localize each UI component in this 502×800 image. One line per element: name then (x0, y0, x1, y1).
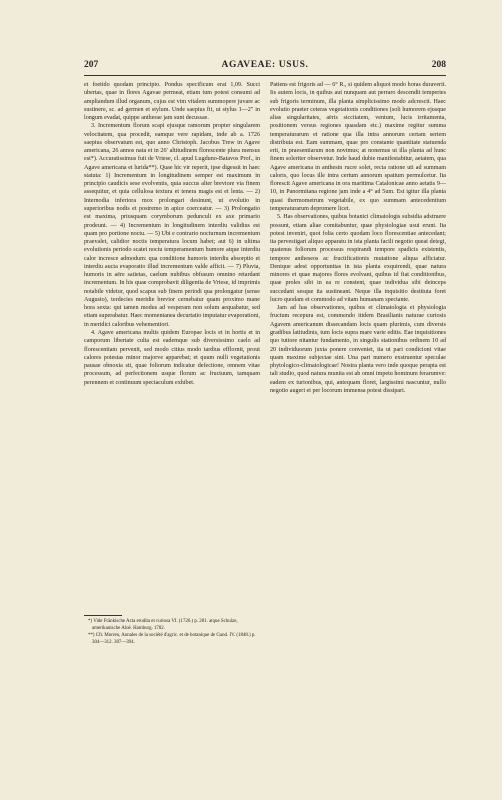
paragraph: 3. Incrementum florum scapi ejusque ramorum propter singularem velocitatem, qua procedit, eamque vere rapidam, inde ab a. 1726 saepius observatum est, quo anno Christoph. Jacobus Trew in Agave americana, 26 annos nata et in 26′ altitudinem florescente plura mensus est*). Accuratissimus fuit de Vriese, cl. apud Lugduno-Batavos Prof., in Agave americana et lurida**). Quae hic vir reperit, ipse digessit in haec statuta: 1) Incrementum in longitudinem semper est maximum in principio caudicis sese evolventis, quia succus alter breviore via finem assequitur, et quia cellulosa textura et tenera magis est et lenta. — 2) Internodia inferiora mox prolongari desinunt, ut evolutio in superioribus nodis et postremo in apice coerceatur. — 3) Prolongatio est maxima, priusquam corymborum pedunculi ex axe primario prodeunt. — 4) Incrementum in longitudinem interdiu validius est quam pro portione noctu. — 5) Ubi e contrario nocturnum incrementum praevalet, calidior noctis temperatura locum habet; aut 6) in ultima evolutionis periodo scatet noctu temperamentum humore atque interdiu calor incresce admodum: qua conditione humoris interdiu absorptio et interdiu aucta evaporatio illud incrementum valde afficit. — 7) Pluvia, humoris in aëre satietas, caelum nubibus obfusum omnino retardant incrementum. In his quae comprobavit diligentia de Vriese, id imprimis notabile videtur, quod scapus sub finem periodi qua prolongatur (sense Augusto), terdecies meridie brevior cernebatur quam proximo mane hora sexta: qui tamen modus ad vesperam non solum aequabatur, sed etiam superabatur. Haec momentanea decurtatio imputatur evaporationi, in meridici caloribus vehementiori. (84, 123, 260, 328)
page-number-right: 208 (431, 60, 446, 70)
paragraph: et foetido quodam principio. Pondus specificum erat 1,09. Succi ubertas, quae in flores Agavae permeat, etiam tum potest consumi ad ampliandum illud organum, cujus est vim vitalem summopere juvare ac sustinere, sc. ad germen et stylum. Unde saepius fit, ut stylus 1—2″ in longum evadat, quippe antherae jam sunt decussae. (84, 82, 260, 122)
paragraph: 5. Has observationes, quibus botanici climatologis subsidia adstruere possunt, etiam aliae comitabuntur, quae physiologiae usui erunt. Ita potest inveniri, quot folia certo quodam loco florescentiae antecedant; ita pervestigari aliquo apparatu in ista planta facili negotio queat detegi, quatenus foliorum processus respirandi tempore spadicis existentis, tempore antheseos ac fructificationis mutatione aliqua afficiatur. Denique adest opportunitas in ista planta exquirendi, quae natura minores et quae majores flores evolvant, quibus id fiat conditionibus, quae proles sibi in ea re constent, quae individua sibi deinceps succedant sesque ita sustineant. Neque illa inquisitio destituta foret lucro quodam et commodo ad vitam humanam spectante. (270, 214, 446, 303)
footnote: *) Vide Fränkische Acta erudita et curiosa VI. (1726.) p. 281. atque Schulze, amerikanische Aloë. Hamburg. 1782. (88, 619, 238, 631)
running-header (84, 60, 446, 74)
footnotes (84, 619, 260, 647)
paragraph: Jam ad has observationes, quibus et climatologia et physiologia fructum recepura est, commendo itidem Brasilianis naturae curiosis Agavem americanum dissecandam locis quam plurimis, cum diversis gradibus latitudinis, tum locis supra mare varie editis. Eae inquisitiones quo tutiore nitantur fundamento, in singulis stationibus ordinem 10 ad 20 individuorum juxta ponere conveniet, ita ut pari condicioni vitae quam maxime subjectae sint. Una pari numero exstruentur speculae phytologico-climatologicae! Nostra planta vero inde quoque perapta est tali studio, quod natura munita est ab omni impetu hominum ferarumve: eadem ex turionibus, qui, antequam floret, largissimi nascuntur, nullo negotio augeri et per locorum immensa potest dissipari. (270, 305, 446, 394)
running-title: AGAVEAE: USUS. (221, 60, 309, 70)
footnote-rule (84, 615, 122, 616)
paragraph: Patiens est frigoris ad — 6° R., si quidem aliquot modo horas duraverit. Iis autem locis, in quibus aut nunquam aut perraro descendit temperies sub frigoris terminum, illa planta simplicissimo modo adcrescit. Haec evolutio praeter ceteras vegetationis conditiones (soli humorem ejusque alias singularitates, aëris siccitatem, ventum, lucis irritamenta, positionem versus regiones quasdam etc.) maxime regitur summa temperaturarum et ratione qua illa intra annorum certam seriem distributa est. Eam summam, quae pro constante quantitate statuenda erit, in praesentiarum non novimus; at nonemus ut illa planta ad hunc finem soleriter observetur. Inde haud dubie manifestabitur, aetatem, qua Agave americana in anthesin rucre solet, recta ratione uti ad summam caloris, quo locus ille intra certum annorum spatium permulcetur. Ita florescit Agave americana in ora maritima Catalonicae anno aetatis 9—10, in Panormitana regione jam inde a 4° ad 5um. Est igitur illa planta quasi thermometrum vegetabile, ex quo summam antecedentium temperaturarum depromere licet. (270, 82, 446, 212)
right-column (270, 81, 446, 395)
header-rule (84, 75, 446, 76)
left-column (84, 81, 260, 387)
page-number-left: 207 (84, 60, 99, 70)
footnote: **) Cfr. Morren, Annales de la société d'agric. et de botanique de Gand. IV. (1848.) p. 304—312. 387—394. (88, 632, 256, 645)
paragraph: 4. Agave americana multis quidem Europae locis et in hortis et in camporum libertate culta est eademque sub diversissimo caelo ad florescentiam pervenit, sed modo citius modo tardius efflornit, prout calores potestas minor majorve apparebat; et quum nulli vegetationis pausae obnoxia sit, quae foliorum indicatur defectione, omnem vitae processum, ad perfectionem usque florum ac fructuum, tamquam perennem et continuum spectaculum exhibet. (84, 329, 260, 386)
